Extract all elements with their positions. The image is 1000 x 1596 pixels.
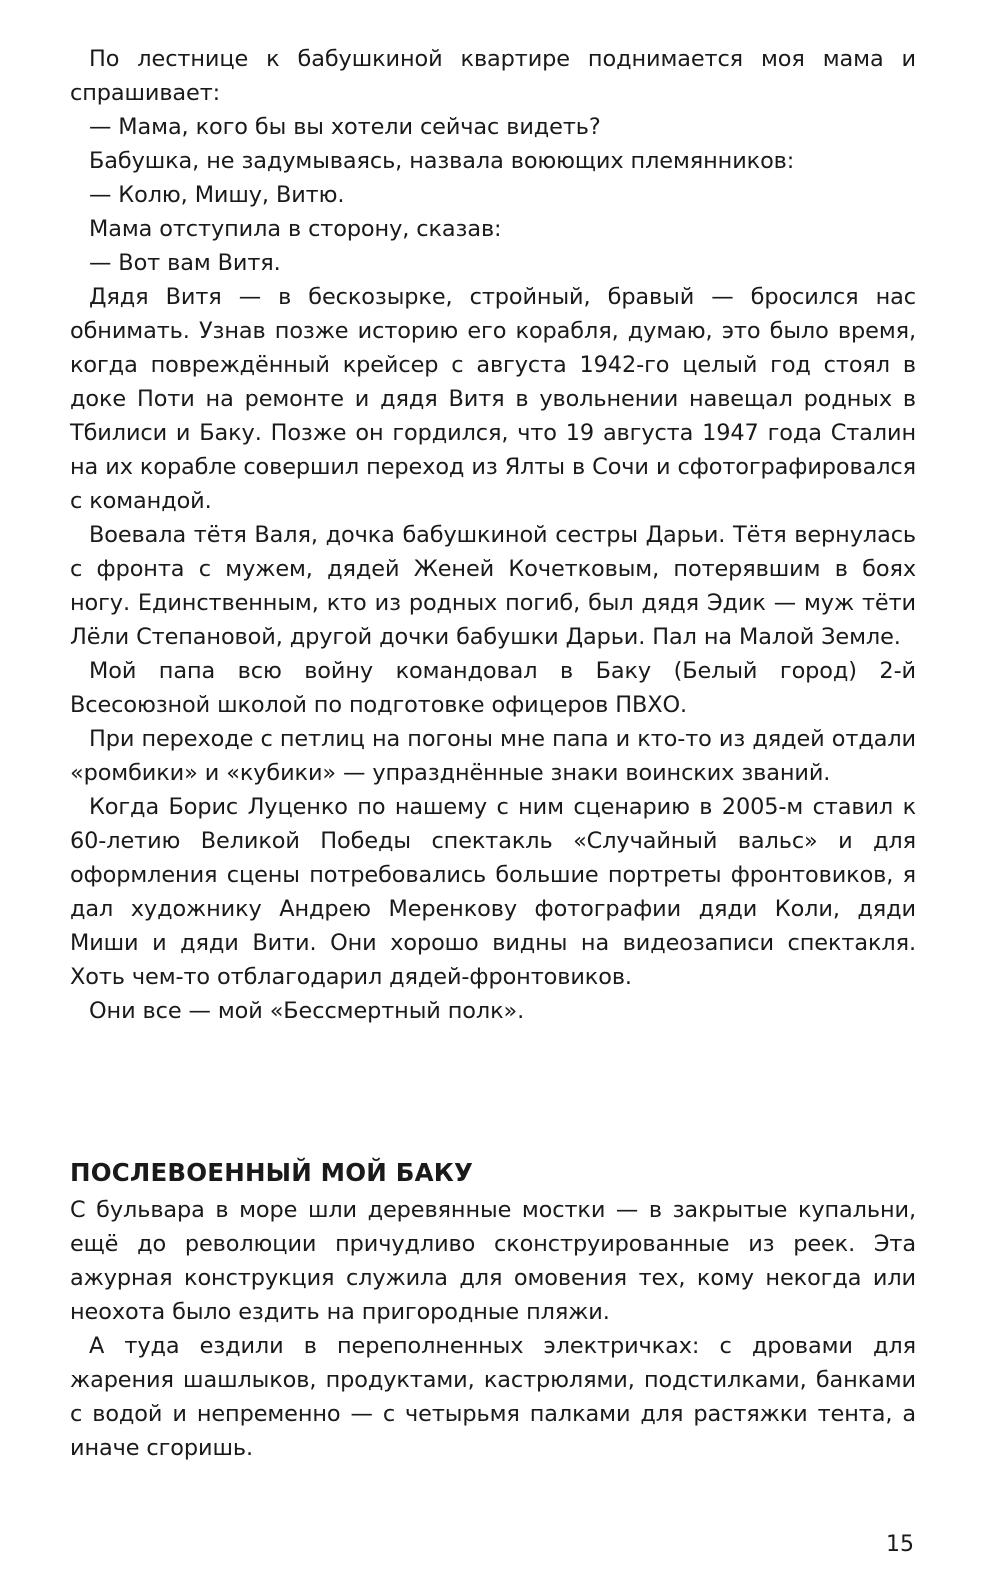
paragraph: Воевала тётя Валя, дочка бабушкиной сестры Дарьи. Тётя вернулась с фронта с мужем, дядей Женей Кочетковым, потерявшим в боях ногу. Единственным, кто из родных погиб, был дядя Эдик — муж тёти Лёли Степановой, другой дочки бабушки Дарьи. Пал на Малой Земле. — [70, 522, 916, 650]
section-heading: ПОСЛЕВОЕННЫЙ МОЙ БАКУ — [70, 1158, 474, 1187]
paragraph: При переходе с петлиц на погоны мне папа и кто-то из дядей отдали «ромбики» и «кубики» — упразднённые знаки воинских званий. — [70, 726, 916, 786]
paragraph: Бабушка, не задумываясь, назвала воюющих племянников: — [89, 148, 795, 174]
section-postwar-baku — [70, 1193, 916, 1465]
section-memoir-text — [70, 42, 916, 1028]
paragraph: — Вот вам Витя. — [89, 250, 281, 276]
paragraph: А туда ездили в переполненных электричках: с дровами для жарения шашлыков, продуктами, кастрюлями, подстилками, банками с водой и непременно — с четырьмя палками для растяжки тента, а иначе сгоришь. — [70, 1333, 916, 1461]
paragraph: Мама отступила в сторону, сказав: — [89, 216, 502, 242]
paragraph: С бульвара в море шли деревянные мостки — в закрытые купальни, ещё до революции причудливо сконструированные из реек. Эта ажурная конструкция служила для омовения тех, кому некогда или неохота было ездить на пригородные пляжи. — [70, 1197, 916, 1325]
paragraph: — Колю, Мишу, Витю. — [89, 182, 345, 208]
paragraph: — Мама, кого бы вы хотели сейчас видеть? — [89, 114, 601, 140]
paragraph: Когда Борис Луценко по нашему с ним сценарию в 2005-м ставил к 60-летию Великой Победы спектакль «Случайный вальс» и для оформления сцены потребовались большие портреты фронтовиков, я дал художнику Андрею Меренкову фотографии дяди Коли, дяди Миши и дяди Вити. Они хорошо видны на видеозаписи спектакля. Хоть чем-то отблагодарил дядей-фронтовиков. — [70, 794, 916, 990]
page-number: 15 — [886, 1532, 914, 1557]
paragraph: Дядя Витя — в бескозырке, стройный, бравый — бросился нас обнимать. Узнав позже историю его корабля, думаю, это было время, когда повреждённый крейсер с августа 1942-го целый год стоял в доке Поти на ремонте и дядя Витя в увольнении навещал родных в Тбилиси и Баку. Позже он гордился, что 19 августа 1947 года Сталин на их корабле совершил переход из Ялты в Сочи и сфотографировался с командой. — [70, 284, 916, 514]
paragraph: Мой папа всю войну командовал в Баку (Белый город) 2-й Всесоюзной школой по подготовке офицеров ПВХО. — [70, 658, 916, 718]
paragraph: Они все — мой «Бессмертный полк». — [89, 998, 525, 1024]
paragraph: По лестнице к бабушкиной квартире поднимается моя мама и спрашивает: — [70, 46, 916, 106]
